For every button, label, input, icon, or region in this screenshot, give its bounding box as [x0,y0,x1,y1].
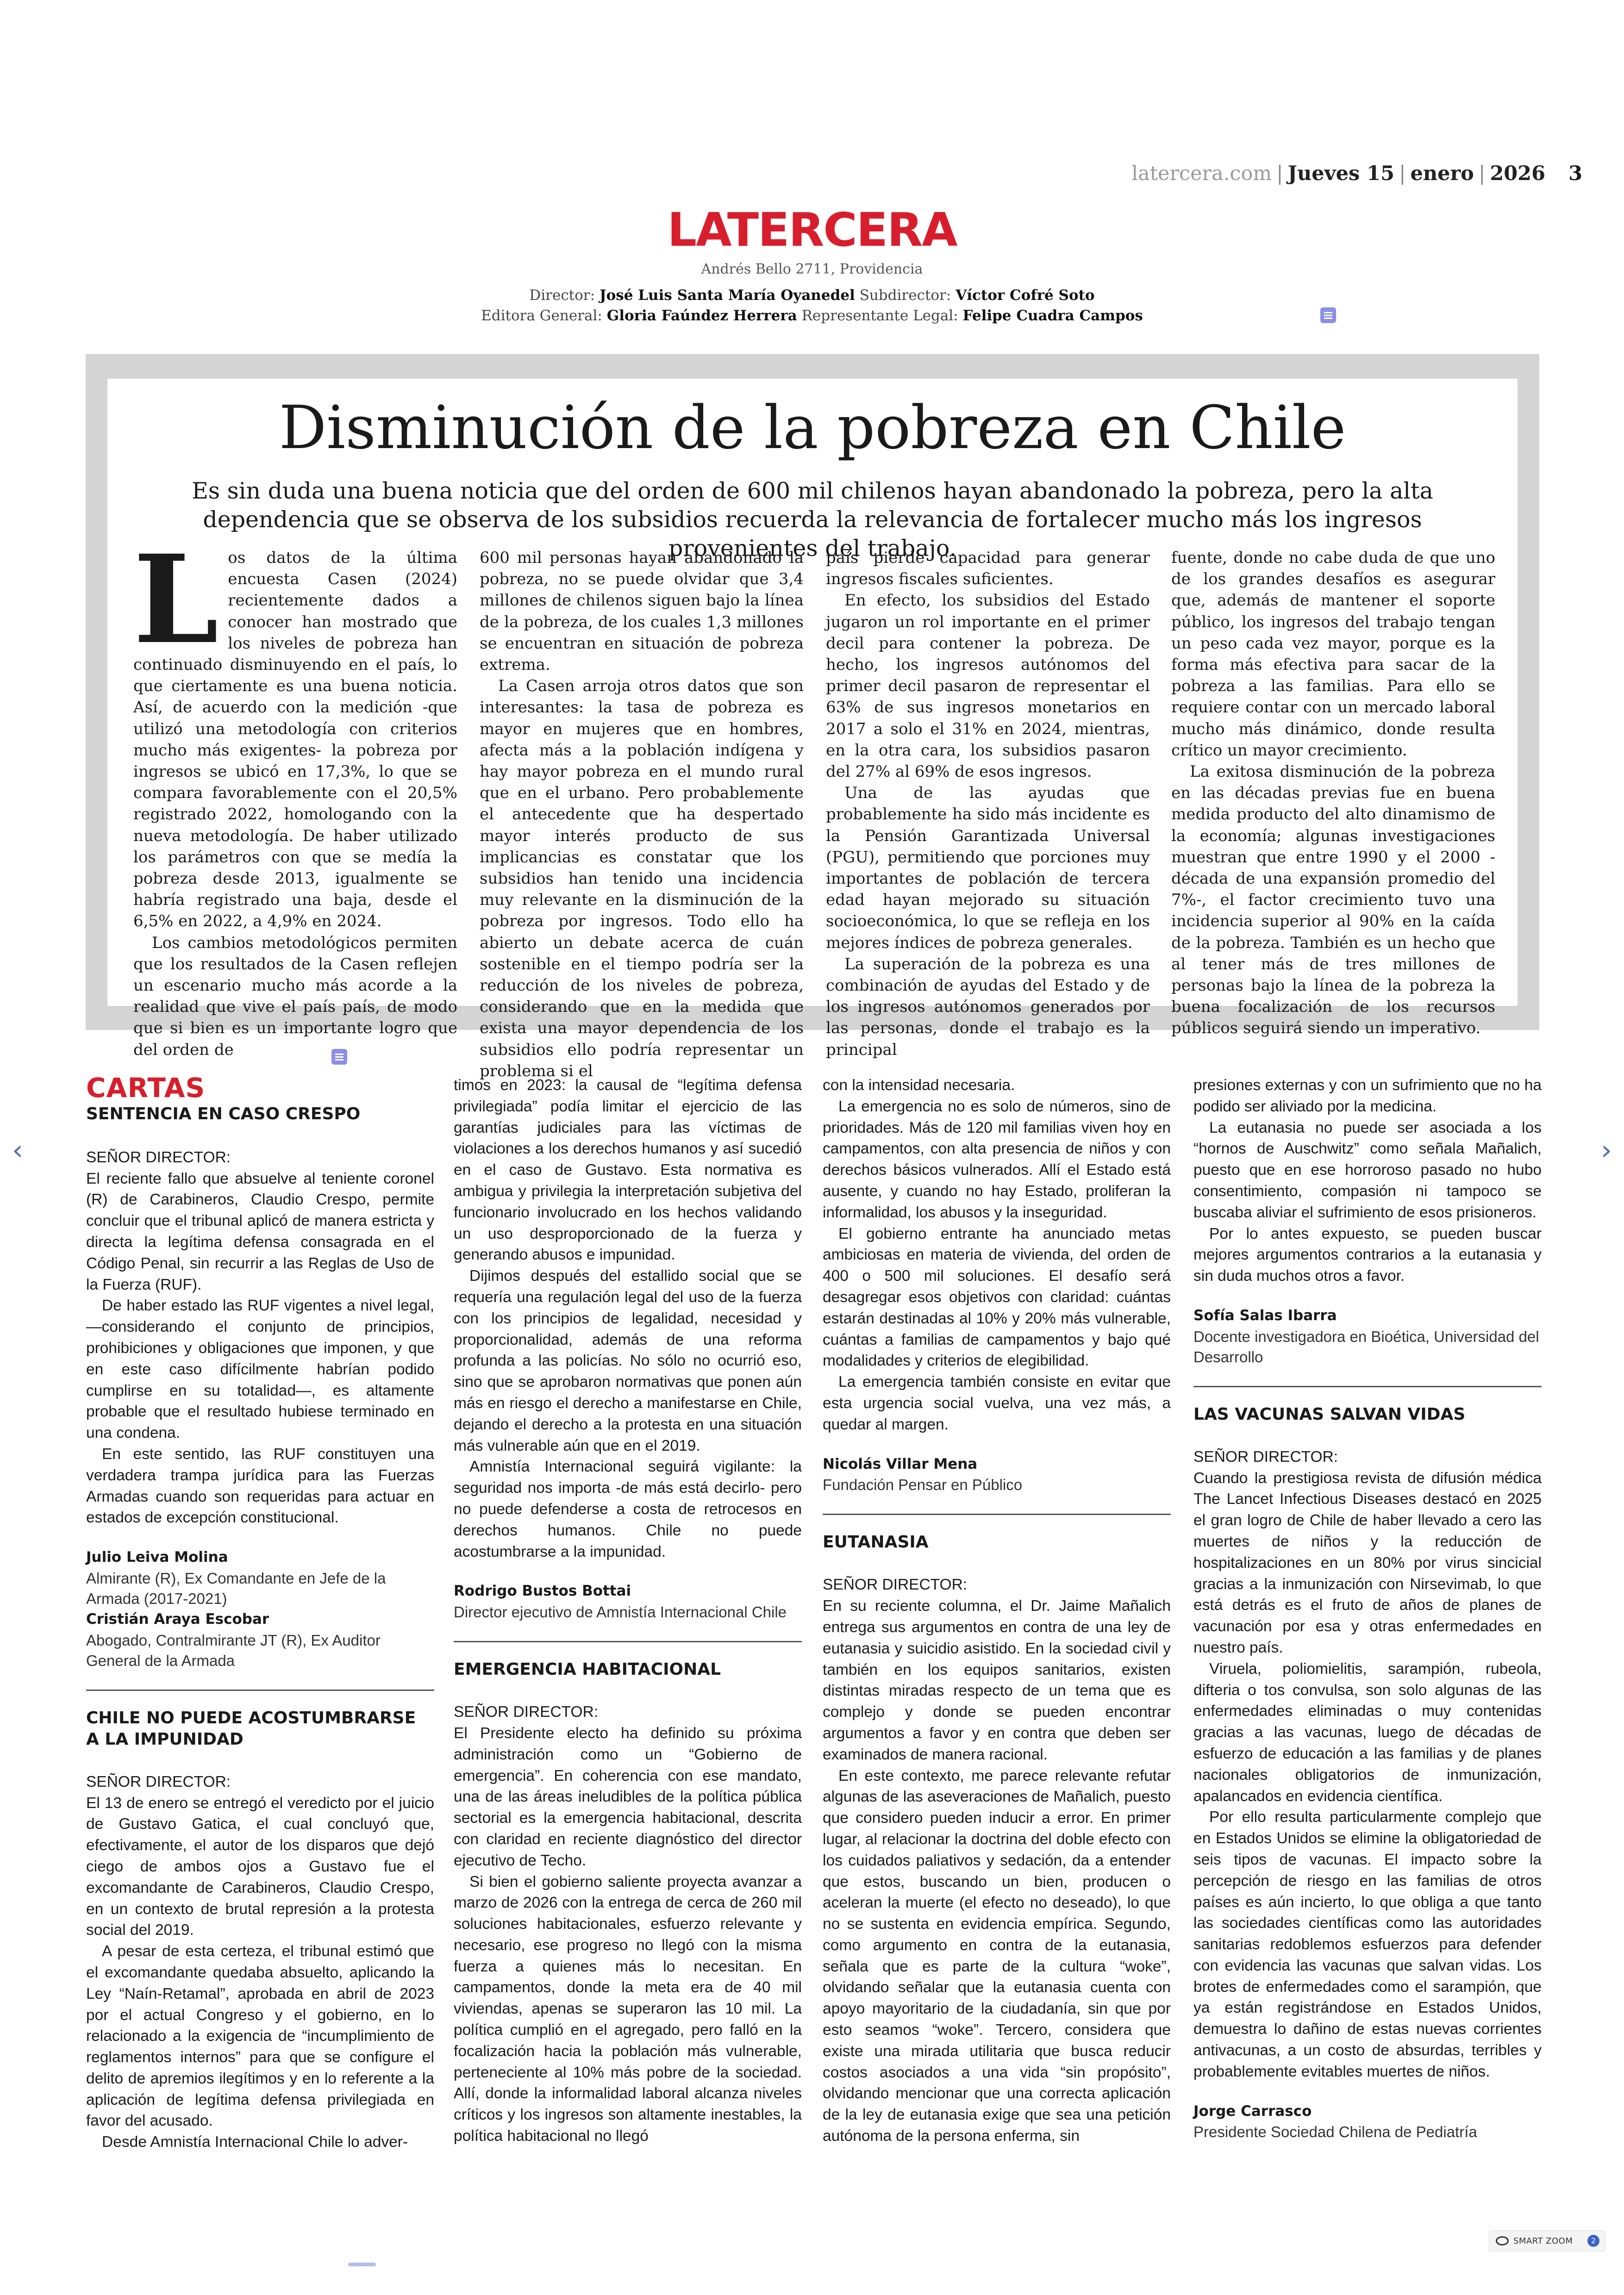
letter-paragraph: La emergencia no es solo de números, sino de prioridades. Más de 120 mil familias viven hoy en campamentos, con alta presencia de niños y con derechos básicos vulnerados. Allí el Estado está ausente, y cuando no hay Estado, proliferan la informalidad, los abusos y la inseguridad. [823,1098,1171,1221]
smart-zoom-count-badge: 2 [1587,2235,1599,2247]
editora-name: Gloria Faúndez Herrera [606,307,797,324]
editorial-paragraph: Los cambios metodológicos permiten que los resultados de la Casen reflejen un escenario mucho más acorde a la realidad que vive el país país, de modo que si bien es un importante logro que del orden de [133,933,457,1059]
letter-paragraph: El 13 de enero se entregó el veredicto por el juicio de Gustavo Gatica, el cual concluyó que, efectivamente, el autor de los disparos que dejó ciego de ambos ojos a Gustavo fue el excomandante de Carabineros, Claudio Crespo, en un contexto de brutal represión a la protesta social del 2019. [86,1794,434,1939]
letter-paragraph: La emergencia también consiste en evitar que esta urgencia social vuelva, una vez más, a quedar al margen. [823,1373,1171,1433]
letters-column-4 [1193,1075,1542,2142]
letter-signer-role: Docente investigadora en Bioética, Universidad del Desarrollo [1193,1328,1539,1366]
letter-paragraph: Desde Amnistía Internacional Chile lo adver- [102,2133,408,2151]
letter-title: LAS VACUNAS SALVAN VIDAS [1193,1404,1466,1424]
note-icon[interactable] [331,1049,347,1065]
masthead-staff-line-1 [0,287,1624,304]
editorial-column-3 [826,547,1150,1060]
smart-zoom-button[interactable] [1489,2230,1605,2251]
masthead-staff-line-2 [0,307,1624,324]
editorial-column-4 [1171,547,1495,1039]
editorial-headline: Disminución de la pobreza en Chile [279,393,1346,462]
editorial-paragraph: En efecto, los subsidios del Estado jugaron un rol importante en el primer decil para contener la pobreza. De hecho, los ingresos autónomos del primer decil pasaron de representar el 63% de sus ingresos monetarios en 2017 a solo el 31% en 2024, mientras, en la otra cara, los subsidios pasaron del 27% al 69% de esos ingresos. [826,591,1150,781]
letter-signer: Jorge Carrasco [1193,2102,1312,2120]
letter-divider [1193,1386,1542,1387]
letter-paragraph: Si bien el gobierno saliente proyecta avanzar a marzo de 2026 con la entrega de cerca de 260 mil soluciones habitacionales, esfuerzo relevante y necesario, ese progreso no llegó con la misma fuerza a quienes más lo necesitan. En campamentos, donde la meta era de 40 mil viviendas, apenas se superaron las 10 mil. La política cumplió en el agregado, pero falló en la focalización hacia la población más vulnerable, perteneciente al 10% más pobre de la sociedad. Allí, donde la informalidad laboral alcanza niveles críticos y los ingresos son altamente inestables, la política habitacional no llegó [454,1873,802,2145]
letter-signer-role: Abogado, Contralmirante JT (R), Ex Auditor General de la Armada [86,1631,381,1669]
letters-column-3 [823,1075,1171,2147]
letter-paragraph: El gobierno entrante ha anunciado metas ambiciosas en materia de vivienda, del orden de 400 o 500 mil soluciones. El desafío será desagregar esos objetivos con claridad: cuántas estarán destinadas al 10% y 20% más vulnerable, cuántas a familias de campamentos y bajo qué modalidades y criterios de elegibilidad. [823,1225,1171,1370]
header-month: enero [1410,162,1474,185]
eye-icon [1496,2236,1509,2245]
editorial-column-2 [480,547,804,1082]
letter-paragraph: Amnistía Internacional seguirá vigilante: la seguridad nos importa -de más está decirlo- pero no puede defenderse a costa de retrocesos en derechos humanos. Chile no puede acostumbrarse a la impunidad. [454,1458,802,1560]
letter-signer: Rodrigo Bustos Bottai [454,1583,631,1600]
header-year: 2026 [1490,162,1545,185]
letter-salutation: SEÑOR DIRECTOR: [1193,1448,1338,1466]
letter-paragraph: La eutanasia no puede ser asociada a los “hornos de Auschwitz” como señala Mañalich, puesto que en ese horroroso pasado no hubo consentimiento, compasión ni tampoco se buscaba aliviar el sufrimiento de esos prisioneros. [1193,1119,1542,1221]
editorial-paragraph: La superación de la pobreza es una combinación de ayudas del Estado y de los ingresos autónomos generados por las personas, donde el trabajo es la principal [826,954,1150,1059]
letter-signer: Sofía Salas Ibarra [1193,1307,1337,1324]
representante-label: Representante Legal: [801,307,958,324]
letter-paragraph: presiones externas y con un sufrimiento que no ha podido ser aliviado por la medicina. [1193,1077,1542,1115]
letter-paragraph: con la intensidad necesaria. [823,1077,1015,1094]
note-icon[interactable] [1320,307,1336,323]
prev-page-icon[interactable]: ‹ [12,1134,23,1166]
letter-title: SENTENCIA EN CASO CRESPO [86,1104,361,1123]
letter-paragraph: En su reciente columna, el Dr. Jaime Mañalich entrega sus argumentos en contra de una ley de eutanasia y suicidio asistido. En la sociedad civil y también en los equipos sanitarios, existen distintas miradas respecto de un tema que es complejo y donde se pueden encontrar argumentos a favor y en contra que deben ser examinados de manera racional. [823,1597,1171,1763]
letters-column-1 [86,1073,434,2153]
letter-signer-role: Director ejecutivo de Amnistía Internacional Chile [454,1603,787,1621]
letter-paragraph: Cuando la prestigiosa revista de difusión médica The Lancet Infectious Diseases destacó en 2025 el gran logro de Chile de haber llevado a cero las muertes de niños y la reducción de hospitalizaciones en un 80% por virus sincicial gracias a la inmunización con Nirsevimab, lo que está detrás es el fruto de años de planes de vacunación por esa y otras enfermedades en nuestro país. [1193,1469,1542,1656]
letter-salutation: SEÑOR DIRECTOR: [823,1576,968,1594]
letter-divider [86,1690,434,1691]
letter-divider [454,1641,802,1642]
letter-paragraph: De haber estado las RUF vigentes a nivel legal, —considerando el conjunto de principios, prohibiciones y obligaciones que imponen, y que en este caso difícilmente habrían podido cumplirse en su totalidad—, es altamente probable que el resultado hubiese terminado en una condena. [86,1297,434,1442]
editorial-paragraph: La exitosa disminución de la pobreza en las décadas previas fue en buena medida producto del alto dinamismo de la economía; algunas investigaciones muestran que entre 1990 y el 2000 -década de una expansión promedio del 7%-, el factor crecimiento tuvo una incidencia superior al 90% en la caída de la pobreza. También es un hecho que al tener más de tres millones de personas bajo la línea de la pobreza la buena focalización de los recursos públicos seguirá siendo un imperativo. [1171,762,1495,1038]
newspaper-logo: LATERCERA [667,203,957,257]
editorial-deck: Es sin duda una buena noticia que del orden de 600 mil chilenos hayan abandonado la pobreza, pero la alta dependencia que se observa de los subsidios recuerda la relevancia de fortalecer mucho más los ingresos provenientes del trabajo. [192,478,1433,561]
horizontal-scrollbar[interactable] [348,2263,376,2266]
masthead-address: Andrés Bello 2711, Providencia [701,261,923,277]
letter-paragraph: En este sentido, las RUF constituyen una verdadera trampa jurídica para las Fuerzas Armadas cuando son requeridas para actuar en estados de excepción constitucional. [86,1445,434,1527]
letter-paragraph: Dijimos después del estallido social que se requería una regulación legal del uso de la fuerza con los principios de legalidad, necesidad y proporcionalidad, además de una reforma profunda a las policías. No sólo no ocurrió eso, sino que se aprobaron normativas que ponen aún más en riesgo el derecho a manifestarse en Chile, dejando el derecho a la protesta en una situación más vulnerable aún que en el 2019. [454,1267,802,1454]
letter-salutation: SEÑOR DIRECTOR: [454,1703,599,1721]
editorial-paragraph: os datos de la última encuesta Casen (2024) recientemente dados a conocer han mostrado que los niveles de pobreza han continuado disminuyendo en el país, lo que ciertamente es una buena noticia. Así, de acuerdo con la medición -que utilizó una metodología con criterios mucho más exigentes- la pobreza por ingresos se ubicó en 17,3%, lo que se compara favorablemente con el 20,5% registrado 2022, homologando con la nueva metodología. De haber utilizado los parámetros con que se medía la pobreza desde 2013, igualmente se habría registrado una baja, desde el 6,5% en 2022, a 4,9% en 2024. [133,549,457,931]
editorial-paragraph: país pierde capacidad para generar ingresos fiscales suficientes. [826,549,1150,589]
next-page-icon[interactable]: › [1601,1134,1612,1166]
editorial-paragraph: fuente, donde no cabe duda de que uno de los grandes desafíos es asegurar que, además de mantener el soporte público, los ingresos del trabajo tengan un peso cada vez mayor, porque es la forma más efectiva para sacar de la pobreza a las familias. Para ello se requiere contar con un mercado laboral mucho más dinámico, donde resulta crítico un mayor crecimiento. [1171,549,1495,760]
site-name[interactable]: latercera.com [1131,162,1272,185]
editorial-paragraph: La Casen arroja otros datos que son interesantes: la tasa de pobreza es mayor en mujeres que en hombres, afecta más a la población indígena y hay mayor pobreza en el mundo rural que en el urbano. Pero probablemente el antecedente que ha despertado mayor interés producto de sus implicancias es constatar que los subsidios han tenido una incidencia muy relevante en la disminución de la pobreza por ingresos. Todo ello ha abierto un debate acerca de cuán sostenible en el tiempo podría ser la reducción de los niveles de pobreza, considerando que en la medida que exista una mayor dependencia de los subsidios ello podría representar un problema si el [480,677,804,1080]
letter-signer: Julio Leiva Molina [86,1549,228,1566]
editorial-paragraph: Una de las ayudas que probablemente ha sido más incidente es la Pensión Garantizada Universal (PGU), permitiendo que porciones muy importantes de población de tercera edad hayan mejorado su situación socioeconómica, lo que se refleja en los mejores índices de pobreza generales. [826,784,1150,952]
letter-paragraph: Por lo antes expuesto, se pueden buscar mejores argumentos contrarios a la eutanasia y sin duda muchos otros a favor. [1193,1225,1542,1285]
letters-section-title: CARTAS [86,1072,206,1104]
letter-divider [823,1514,1171,1515]
letter-salutation: SEÑOR DIRECTOR: [86,1773,231,1790]
letter-paragraph: El reciente fallo que absuelve al teniente coronel (R) de Carabineros, Claudio Crespo, permite concluir que el tribunal aplicó de manera estricta y directa la legítima defensa consagrada en el Código Penal, sin recurrir a las Reglas de Uso de la Fuerza (RUF). [86,1170,434,1293]
drop-cap: L [133,528,219,671]
letter-signer-role: Fundación Pensar en Público [823,1476,1023,1494]
editorial-paragraph: 600 mil personas hayan abandonado la pobreza, no se puede olvidar que 3,4 millones de chilenos siguen bajo la línea de la pobreza, de los cuales 1,3 millones se encuentran en situación de pobreza extrema. [480,549,804,674]
letter-signer-role: Presidente Sociedad Chilena de Pediatría [1193,2123,1477,2141]
page-number: 3 [1568,162,1582,185]
letter-paragraph: timos en 2023: la causal de “legítima defensa privilegiada” podía limitar el ejercicio de las garantías judiciales para las víctimas de violaciones a los derechos humanos y así sucedió en el caso de Gustavo. Esta normativa es ambigua y privilegia la interpretación subjetiva del funcionario involucrado en los hechos validando un uso desproporcionado de la fuerza y generando abusos e impunidad. [454,1077,802,1264]
letter-title: CHILE NO PUEDE ACOSTUMBRARSE A LA IMPUNIDAD [86,1708,416,1749]
letter-paragraph: A pesar de esta certeza, el tribunal estimó que el excomandante quedaba absuelto, aplicando la Ley “Naín-Retamal”, aprobada en abril de 2023 por el actual Congreso y el gobierno, en lo relacionado a la exigencia de “incumplimiento de reglamentos internos” para que se configure el delito de apremios ilegítimos y en lo referente a la aplicación de legítima defensa privilegiada en favor del acusado. [86,1943,434,2130]
letter-signer: Nicolás Villar Mena [823,1455,978,1472]
letter-paragraph: Por ello resulta particularmente complejo que en Estados Unidos se elimine la obligatoriedad de seis tipos de vacunas. El impacto sobre la percepción de riesgo en las familias de otros países es aún incierto, lo que obliga a que tanto las sociedades científicas como las autoridades sanitarias redoblemos esfuerzos para defender con evidencia las vacunas que salvan vidas. Los brotes de enfermedades como el sarampión, que ya están registrándose en Estados Unidos, demuestra lo dañino de estas nuevas corrientes antivacunas, a un costo de absurdas, terribles y probablemente evitables muertes de niños. [1193,1809,1542,2080]
letter-paragraph: En este contexto, me parece relevante refutar algunas de las aseveraciones de Mañalich, puesto que considero pueden inducir a error. En primer lugar, al relacionar la doctrina del doble efecto con los cuidados paliativos y sedación, da a entender que estos, buscando un bien, producen o aceleran la muerte (el efecto no deseado), lo que no se sustenta en evidencia empírica. Segundo, como argumento en contra de la eutanasia, señala que es parte de la cultura “woke”, olvidando señalar que la eutanasia cuenta con apoyo mayoritario de la ciudadanía, sin que por esto seamos “woke”. Tercero, considera que existe una mirada utilitaria que busca reducir costos asociados a una vida “sin propósito”, olvidando mencionar que una correcta aplicación de la ley de eutanasia exige que sea una petición autónoma de la persona enferma, sin [823,1767,1171,2145]
subdirector-label: Subdirector: [859,287,951,304]
letter-paragraph: Viruela, poliomielitis, sarampión, rubeola, difteria o tos convulsa, son solo algunas de las enfermedades eliminadas o muy contenidas gracias a las vacunas, luego de décadas de esfuerzo de educación a las familias y de planes nacionales obligatorios de inmunización, apalancados en evidencia científica. [1193,1660,1542,1805]
letter-title: EUTANASIA [823,1533,929,1552]
letter-salutation: SEÑOR DIRECTOR: [86,1148,231,1166]
letter-paragraph: El Presidente electo ha definido su próxima administración como un “Gobierno de emergencia”. En coherencia con ese mandato, una de las áreas ineludibles de la política pública sectorial es la emergencia habitacional, descrita con claridad en reciente diagnóstico del director ejecutivo de Techo. [454,1724,802,1869]
subdirector-name: Víctor Cofré Soto [956,287,1095,304]
header-day: Jueves 15 [1287,162,1394,185]
representante-name: Felipe Cuadra Campos [962,307,1143,324]
letter-signer: Cristián Araya Escobar [86,1610,269,1628]
letter-signer-role: Almirante (R), Ex Comandante en Jefe de la Armada (2017-2021) [86,1569,386,1607]
editorial-column-1 [133,528,457,1060]
editora-label: Editora General: [481,307,602,324]
director-label: Director: [529,287,595,304]
letters-column-2 [454,1075,802,2147]
smart-zoom-label: SMART ZOOM [1513,2236,1573,2246]
letter-title: EMERGENCIA HABITACIONAL [454,1660,721,1679]
director-name: José Luis Santa María Oyanedel [599,287,855,304]
running-header: latercera.com | Jueves 15 | enero | 2026 [1131,162,1545,185]
